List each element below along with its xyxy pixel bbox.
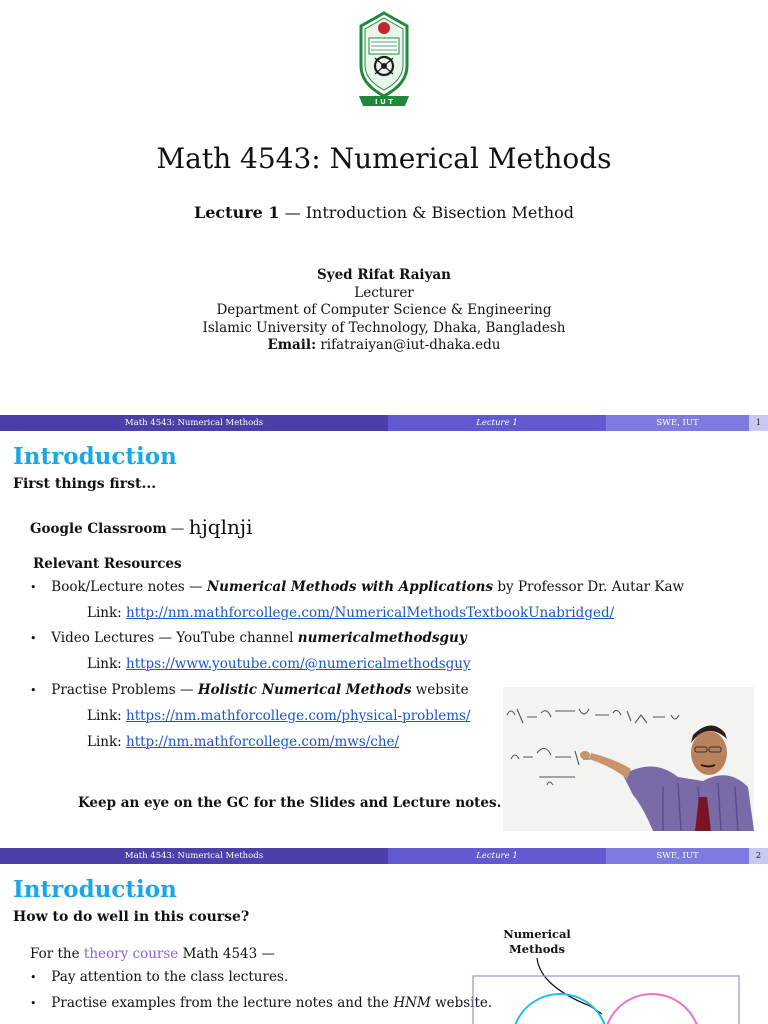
slide-heading: Introduction (13, 443, 177, 470)
author-block (0, 267, 768, 355)
bullet-icon: • (30, 684, 37, 697)
link-line (87, 708, 471, 724)
list-item (30, 682, 469, 698)
footer-dept: SWE, IUT (606, 415, 749, 431)
author-email-line (0, 337, 768, 355)
slide-footer (0, 848, 768, 864)
link-line (87, 605, 614, 621)
resource-problems-prefix: Practise Problems — (51, 682, 194, 698)
resource-book-suffix: by Professor Dr. Autar Kaw (497, 579, 685, 595)
lecture-topic: — Introduction & Bisection Method (284, 203, 574, 222)
slide-footer (0, 415, 768, 431)
tip-practise-suffix: website. (435, 995, 493, 1011)
slide-heading: Introduction (13, 876, 177, 903)
author-name: Syed Rifat Raiyan (317, 267, 451, 283)
link-label: Link: (87, 734, 122, 750)
course-code-text: Math 4543 — (182, 946, 276, 962)
bullet-icon: • (30, 971, 37, 984)
slide-subheading: First things first... (13, 476, 157, 492)
footer-page-number: 2 (749, 848, 768, 864)
bullet-icon: • (30, 632, 37, 645)
footer-lecture: Lecture 1 (388, 415, 606, 431)
mws-che-link[interactable]: http://nm.mathforcollege.com/mws/che/ (126, 734, 400, 750)
list-item (30, 630, 467, 646)
resource-book-prefix: Book/Lecture notes — (51, 579, 203, 595)
list-item (30, 995, 492, 1011)
bullet-icon: • (30, 581, 37, 594)
tip-attend-lectures: Pay attention to the class lectures. (51, 969, 289, 985)
author-role: Lecturer (354, 284, 414, 301)
venn-circle-left (512, 994, 608, 1024)
footer-course: Math 4543: Numerical Methods (0, 848, 388, 864)
slide-subheading: How to do well in this course? (13, 909, 250, 925)
google-classroom-line (30, 515, 252, 539)
footer-lecture: Lecture 1 (388, 848, 606, 864)
for-the-text: For the (30, 946, 80, 962)
iut-logo (355, 10, 413, 110)
link-line (87, 656, 471, 672)
lecture-number: Lecture 1 (194, 203, 280, 222)
gc-dash: — (170, 521, 185, 537)
theory-course-line (30, 946, 275, 962)
resource-problems-title: Holistic Numerical Methods (197, 682, 412, 698)
resource-problems-suffix: website (415, 682, 469, 698)
nm-label-line-2: Methods (509, 942, 565, 956)
bullet-icon: • (30, 997, 37, 1010)
venn-circle-right (604, 994, 700, 1024)
resource-book-title: Numerical Methods with Applications (206, 579, 494, 595)
gc-code: hjqlnji (188, 515, 253, 539)
slide-introduction-2 (0, 864, 768, 1024)
lecture-subtitle (0, 203, 768, 222)
link-label: Link: (87, 708, 122, 724)
presentation-title: Math 4543: Numerical Methods (156, 142, 612, 175)
textbook-link[interactable]: http://nm.mathforcollege.com/NumericalMethodsTextbookUnabridged/ (126, 605, 615, 621)
lecturer-whiteboard-photo (503, 687, 754, 831)
list-item (30, 579, 684, 595)
author-department: Department of Computer Science & Engineering (216, 302, 552, 319)
footer-page-number: 1 (749, 415, 768, 431)
numerical-methods-label (500, 927, 574, 957)
tip-hnm: HNM (393, 995, 431, 1011)
author-email: rifatraiyan@iut-dhaka.edu (320, 337, 501, 354)
physical-problems-link[interactable]: https://nm.mathforcollege.com/physical-problems/ (126, 708, 471, 724)
resource-video-channel: numericalmethodsguy (297, 630, 467, 646)
footer-course: Math 4543: Numerical Methods (0, 415, 388, 431)
svg-text:I U T: I U T (375, 98, 393, 106)
slide-introduction-1 (0, 431, 768, 848)
author-university: Islamic University of Technology, Dhaka, Bangladesh (202, 319, 566, 336)
link-label: Link: (87, 656, 122, 672)
list-item (30, 969, 288, 985)
youtube-link[interactable]: https://www.youtube.com/@numericalmethodsguy (126, 656, 471, 672)
venn-frame (473, 976, 739, 1024)
title-slide (0, 0, 768, 415)
resource-video-prefix: Video Lectures — YouTube channel (51, 630, 294, 646)
footer-dept: SWE, IUT (606, 848, 749, 864)
resources-title: Relevant Resources (33, 556, 182, 572)
theory-course-highlight: theory course (83, 946, 179, 962)
nm-label-line-1: Numerical (503, 927, 571, 941)
gc-label: Google Classroom (30, 521, 167, 537)
venn-diagram (470, 956, 745, 1024)
keep-an-eye-note: Keep an eye on the GC for the Slides and Lecture notes. (78, 795, 502, 811)
link-line (87, 734, 399, 750)
link-label: Link: (87, 605, 122, 621)
tip-practise-prefix: Practise examples from the lecture notes and the (51, 995, 390, 1011)
email-label: Email: (267, 337, 317, 354)
